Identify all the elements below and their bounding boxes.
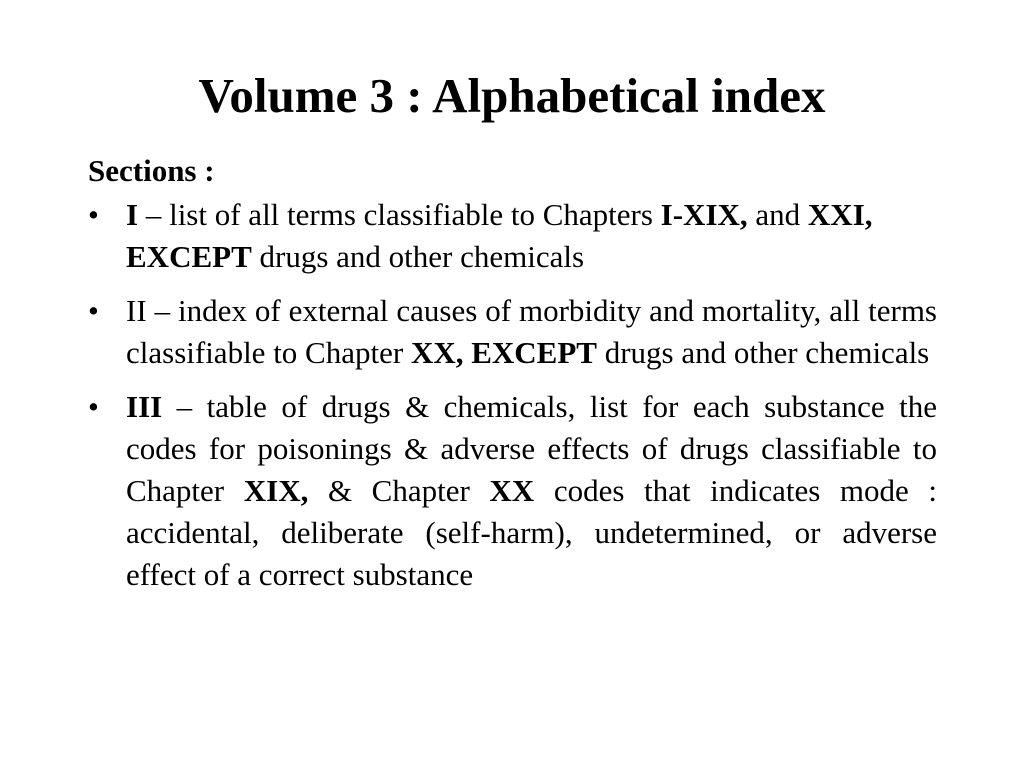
text-run: I-XIX, bbox=[660, 197, 748, 232]
section-item-ii bbox=[88, 290, 937, 374]
text-run: XX bbox=[489, 473, 535, 508]
text-run: XXI, EXCEPT bbox=[126, 197, 873, 274]
text-run: III bbox=[126, 389, 163, 424]
sections-heading: Sections : bbox=[88, 153, 215, 188]
bullet-icon: • bbox=[88, 197, 99, 232]
text-run: XIX, bbox=[243, 473, 309, 508]
text-run: & Chapter bbox=[308, 473, 490, 508]
section-item-text bbox=[126, 386, 937, 596]
text-run: drugs and other chemicals bbox=[251, 239, 585, 274]
sections-list bbox=[88, 194, 937, 596]
section-item-i bbox=[88, 194, 937, 278]
text-run: II – index of external causes of morbidity and mortality, all terms classifiable to Chapter bbox=[126, 293, 937, 370]
text-run: I bbox=[126, 197, 139, 232]
text-run: drugs and other chemicals bbox=[596, 335, 930, 370]
text-run: EXCEPT bbox=[471, 335, 597, 370]
text-run: – list of all terms classifiable to Chapters bbox=[138, 197, 661, 232]
section-item-text bbox=[126, 194, 937, 278]
text-run: codes that indicates mode : accidental, deliberate (self-harm), undetermined, or adverse effect of a correct substance bbox=[126, 473, 937, 592]
text-run: XX, bbox=[410, 335, 464, 370]
text-run: and bbox=[747, 197, 808, 232]
text-run: – table of drugs & chemicals, list for each substance the codes for poisonings & adverse effects of drugs classifiable to Chapter bbox=[126, 389, 937, 508]
bullet-icon: • bbox=[88, 389, 99, 424]
section-item-iii bbox=[88, 386, 937, 596]
slide-content bbox=[88, 150, 937, 608]
bullet-icon: • bbox=[88, 293, 99, 328]
section-item-text bbox=[126, 290, 937, 374]
slide-title: Volume 3 : Alphabetical index bbox=[198, 68, 826, 123]
